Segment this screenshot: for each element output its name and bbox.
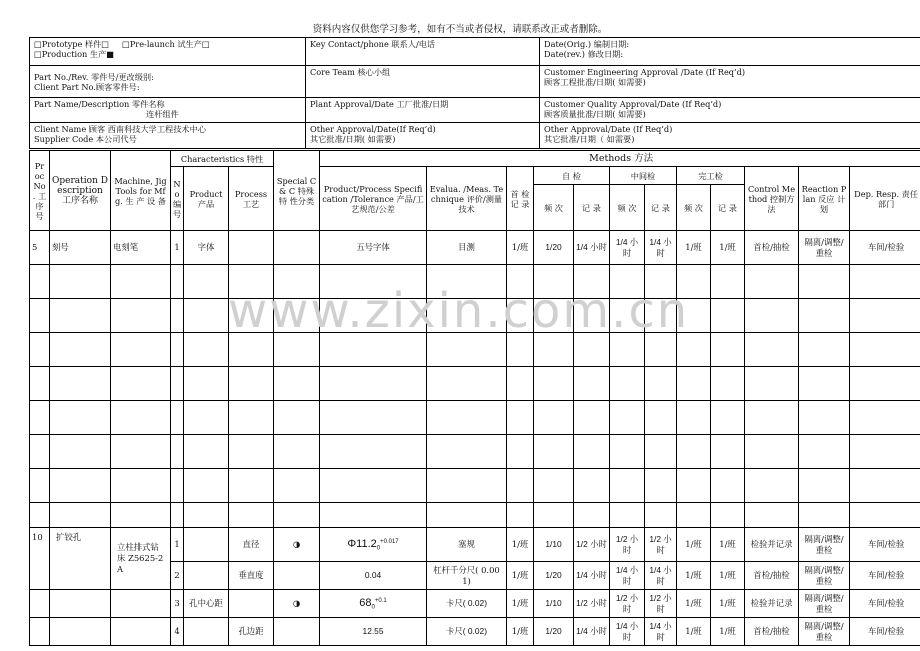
cell-operation: 扩铰孔 — [50, 528, 111, 590]
col-record: 记 录 — [574, 185, 610, 231]
disclaimer-banner: 资料内容仅供您学习参考，如有不当或者侵权，请联系改正或者删除。 — [312, 24, 608, 35]
cell-product — [184, 618, 229, 646]
cell-first: 1/班 — [507, 231, 534, 265]
empty-row — [30, 299, 920, 333]
spec-main: Φ11.2 — [347, 538, 377, 550]
cust-quality-label: Customer Quality Approval/Date (If Req’d) — [544, 99, 722, 109]
cell-special — [274, 618, 320, 646]
cell-reaction: 隔离/调整/重检 — [799, 562, 850, 590]
cell-self-freq: 1/10 — [534, 590, 574, 618]
col-self-check: 自 检 — [534, 167, 610, 185]
core-team-cell: Core Team 核心小组 — [306, 66, 540, 98]
col-special: Special C & C 特殊特 性分类 — [274, 151, 320, 231]
col-record: 记 录 — [711, 185, 745, 231]
col-spec: Product/Process Specification /Tolerance 产品/工艺规范/公差 — [320, 167, 427, 231]
cell-product: 字体 — [184, 231, 229, 265]
cell-mid-freq: 1/2 小时 — [610, 590, 645, 618]
production-checkbox[interactable]: □Production 生产■ — [34, 49, 115, 59]
empty-row — [30, 367, 920, 401]
cust-eng-approval-cn: 顾客工程批准/日期( 如需要) — [544, 77, 646, 87]
cell-self-record: 1/4 小时 — [574, 231, 610, 265]
col-freq: 频 次 — [610, 185, 645, 231]
cell-control: 首检/抽检 — [745, 231, 799, 265]
part-name-cell — [30, 98, 306, 123]
cell-final-freq: 1/班 — [677, 618, 711, 646]
key-contact-cell: Key Contact/phone 联系人/电话 — [306, 38, 540, 66]
cell-char-no: 3 — [171, 590, 184, 618]
cell-mid-record: 1/2 小时 — [645, 590, 677, 618]
part-no-label: Part No./Rev. 零件号/更改级别: — [34, 71, 154, 82]
prelaunch-checkbox[interactable]: □Pre-launch 试生产□ — [122, 39, 210, 49]
other-approval-2-label: Other Approval/Date (If Req’d) — [544, 124, 673, 134]
cell-spec: 12.55 — [320, 618, 427, 646]
cell-mid-record: 1/4 小时 — [645, 562, 677, 590]
col-dep: Dep. Resp. 责任 部门 — [850, 167, 920, 231]
cell-operation: 刻号 — [50, 231, 111, 265]
cell-control: 检验并记录 — [745, 528, 799, 562]
cell-first: 1/班 — [507, 528, 534, 562]
part-name-label: Part Name/Description 零件名称 — [34, 99, 165, 109]
col-mid-check: 中间检 — [610, 167, 677, 185]
phase-cell — [30, 38, 306, 66]
col-machine: Machine, Jig Tools for Mfg. 生 产 设 备 — [111, 151, 171, 231]
part-name-value: 连杆组件 — [146, 109, 179, 119]
cell-final-record: 1/班 — [711, 618, 745, 646]
cell-eval: 杠杆千分尺( 0.001) — [427, 562, 507, 590]
cell-special — [274, 562, 320, 590]
cell-final-freq: 1/班 — [677, 590, 711, 618]
cell-final-freq: 1/班 — [677, 562, 711, 590]
cell-reaction: 隔离/调整/重检 — [799, 618, 850, 646]
col-proc-no: Pr oc No . 工 序 号 — [30, 151, 50, 231]
col-char-no: N o 编 号 — [171, 167, 184, 231]
half-circle-icon: ◑ — [274, 528, 320, 562]
watermark: www.zixin.com.cn — [228, 283, 690, 339]
plan-header-table — [29, 37, 920, 149]
col-methods: Methods 方法 — [320, 151, 920, 167]
cell-final-record: 1/班 — [711, 528, 745, 562]
cell-final-freq: 1/班 — [677, 231, 711, 265]
cell-first: 1/班 — [507, 590, 534, 618]
cell-self-freq: 1/20 — [534, 562, 574, 590]
spec-lower-tol: 0 — [376, 545, 381, 552]
date-rev-label: Date(rev.) 修改日期: — [544, 49, 624, 59]
other-approval-1-cell — [306, 123, 540, 149]
cell-dep: 车间/检验 — [850, 618, 920, 646]
cell-self-freq: 1/10 — [534, 528, 574, 562]
prototype-checkbox[interactable]: □Prototype 样件□ — [34, 39, 110, 49]
empty-row — [30, 265, 920, 299]
cell-product: 孔中心距 — [184, 590, 229, 618]
col-operation: Operation Description 工序名称 — [50, 151, 111, 231]
cell-proc-no: 5 — [30, 231, 50, 265]
col-eval: Evalua. /Meas. Technique 评价/测量技术 — [427, 167, 507, 231]
cell-spec — [320, 528, 427, 562]
date-orig-label: Date(Orig.) 编制日期: — [544, 39, 630, 49]
cell-mid-record: 1/4 小时 — [645, 231, 677, 265]
cell-mid-record: 1/2 小时 — [645, 528, 677, 562]
part-no-cell — [30, 66, 306, 98]
cell-spec: 0.04 — [320, 562, 427, 590]
cell-self-record: 1/4 小时 — [574, 618, 610, 646]
cell-final-freq: 1/班 — [677, 528, 711, 562]
cell-char-no: 4 — [171, 618, 184, 646]
date-cell — [540, 38, 920, 66]
other-approval-2-cell — [540, 123, 920, 149]
col-first-check: 首 检 记 录 — [507, 167, 534, 231]
table-row — [30, 528, 920, 562]
cell-self-freq: 1/20 — [534, 618, 574, 646]
cell-mid-freq: 1/4 小时 — [610, 618, 645, 646]
control-plan-table — [29, 150, 920, 646]
cell-mid-freq: 1/4 小时 — [610, 231, 645, 265]
cell-reaction: 隔离/调整/重检 — [799, 590, 850, 618]
cell-machine: 电刻笔 — [111, 231, 171, 265]
cell-mid-freq: 1/4 小时 — [610, 562, 645, 590]
cell-control: 检验并记录 — [745, 590, 799, 618]
cell-char-no: 1 — [171, 528, 184, 562]
cell-eval: 塞规 — [427, 528, 507, 562]
table-row — [30, 618, 920, 646]
col-freq: 频 次 — [534, 185, 574, 231]
cell-first: 1/班 — [507, 562, 534, 590]
cell-dep: 车间/检验 — [850, 528, 920, 562]
col-control: Control Method 控制方法 — [745, 167, 799, 231]
cell-dep: 车间/检验 — [850, 590, 920, 618]
cell-self-record: 1/2 小时 — [574, 528, 610, 562]
col-process: Process 工艺 — [229, 167, 274, 231]
cell-char-no: 2 — [171, 562, 184, 590]
col-freq: 频 次 — [677, 185, 711, 231]
cell-dep: 车间/检验 — [850, 231, 920, 265]
cell-self-freq: 1/20 — [534, 231, 574, 265]
empty-row — [30, 435, 920, 469]
cell-control: 首检/抽检 — [745, 562, 799, 590]
cust-quality-cn: 顾客质量批准/日期( 如需要) — [544, 109, 646, 119]
cell-process: 垂直度 — [229, 562, 274, 590]
empty-row — [30, 469, 920, 503]
col-product: Product 产品 — [184, 167, 229, 231]
cell-mid-record: 1/4 小时 — [645, 618, 677, 646]
cell-final-record: 1/班 — [711, 562, 745, 590]
empty-row — [30, 333, 920, 367]
cust-quality-cell — [540, 98, 920, 123]
empty-row — [30, 401, 920, 435]
spec-lower-tol: 0 — [371, 604, 375, 611]
cell-char-no: 1 — [171, 231, 184, 265]
cell-special — [274, 231, 320, 265]
spec-upper-tol: +0.017 — [380, 539, 399, 546]
spec-main: 68 — [359, 597, 372, 609]
cell-final-record: 1/班 — [711, 590, 745, 618]
cell-eval: 卡尺( 0.02) — [427, 590, 507, 618]
cell-final-record: 1/班 — [711, 231, 745, 265]
cell-process — [229, 231, 274, 265]
other-approval-1-cn: 其它批准/日期( 如需要) — [310, 134, 396, 144]
cell-process: 孔边距 — [229, 618, 274, 646]
col-reaction: Reaction Plan 反应 计划 — [799, 167, 850, 231]
cell-machine: 立柱排式钻 床 Z5625-2A — [111, 528, 171, 590]
cell-product — [184, 562, 229, 590]
cell-mid-freq: 1/2 小时 — [610, 528, 645, 562]
cell-process — [229, 590, 274, 618]
cell-dep: 车间/检验 — [850, 562, 920, 590]
cell-product — [184, 528, 229, 562]
client-part-no-label: Client Part No.顾客零件号: — [34, 81, 140, 92]
cell-first: 1/班 — [507, 618, 534, 646]
client-name-label: Client Name 顾客 西南科技大学工程技术中心 — [34, 124, 206, 134]
cell-spec — [320, 590, 427, 618]
table-row — [30, 231, 920, 265]
cell-reaction: 隔离/调整/重检 — [799, 528, 850, 562]
other-approval-2-cn: 其它批准/日期（ 如需要) — [544, 134, 635, 144]
cell-proc-no: 10 — [30, 528, 50, 590]
table-row — [30, 590, 920, 618]
cell-self-record: 1/4 小时 — [574, 562, 610, 590]
half-circle-icon: ◑ — [274, 590, 320, 618]
cell-eval: 目测 — [427, 231, 507, 265]
cell-spec: 五号字体 — [320, 231, 427, 265]
col-final-check: 完工检 — [677, 167, 745, 185]
supplier-code-label: Supplier Code 本公司代号 — [34, 134, 137, 144]
col-record: 记 录 — [645, 185, 677, 231]
other-approval-1-label: Other Approval/Date(If Req’d) — [310, 124, 436, 134]
cust-eng-approval-label: Customer Engineering Approval /Date (If Req’d) — [544, 67, 746, 77]
cell-self-record: 1/2 小时 — [574, 590, 610, 618]
spec-upper-tol: +0.1 — [374, 598, 387, 605]
cell-eval: 卡尺( 0.02) — [427, 618, 507, 646]
cust-eng-approval-cell — [540, 66, 920, 98]
col-characteristics: Characteristics 特性 — [171, 151, 274, 167]
cell-process: 直径 — [229, 528, 274, 562]
cell-control: 首检/抽检 — [745, 618, 799, 646]
empty-row — [30, 503, 920, 528]
cell-reaction: 隔离/调整/重检 — [799, 231, 850, 265]
plant-approval-cell: Plant Approval/Date 工厂批准/日期 — [306, 98, 540, 123]
client-name-cell — [30, 123, 306, 149]
